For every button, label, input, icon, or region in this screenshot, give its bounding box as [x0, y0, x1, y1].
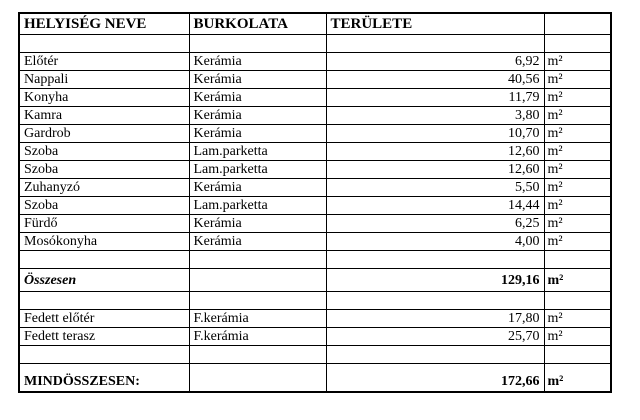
unit-cell: m² — [544, 310, 611, 328]
finish-cell: Kerámia — [189, 215, 326, 233]
area-cell: 5,50 — [326, 179, 544, 197]
room-name-cell: Mosókonyha — [19, 233, 189, 251]
area-cell: 17,80 — [326, 310, 544, 328]
room-row — [19, 179, 611, 197]
room-name-cell: Fedett előtér — [19, 310, 189, 328]
header-area: TERÜLETE — [326, 13, 544, 35]
spacer-row — [19, 292, 611, 310]
grand-total-unit: m² — [544, 364, 611, 393]
area-cell: 10,70 — [326, 125, 544, 143]
subtotal-finish-cell — [189, 269, 326, 292]
unit-cell: m² — [544, 215, 611, 233]
room-name-cell: Gardrob — [19, 125, 189, 143]
unit-cell: m² — [544, 197, 611, 215]
room-name-cell: Szoba — [19, 197, 189, 215]
room-row — [19, 71, 611, 89]
area-cell: 25,70 — [326, 328, 544, 346]
area-cell: 6,92 — [326, 53, 544, 71]
room-name-cell: Fürdő — [19, 215, 189, 233]
header-room-name: HELYISÉG NEVE — [19, 13, 189, 35]
spacer-row — [19, 346, 611, 364]
room-row — [19, 125, 611, 143]
unit-cell: m² — [544, 107, 611, 125]
unit-cell: m² — [544, 53, 611, 71]
grand-total-row — [19, 364, 611, 393]
covered-row — [19, 310, 611, 328]
room-name-cell: Előtér — [19, 53, 189, 71]
room-row — [19, 215, 611, 233]
finish-cell: F.kerámia — [189, 310, 326, 328]
unit-cell: m² — [544, 89, 611, 107]
finish-cell: Kerámia — [189, 233, 326, 251]
room-row — [19, 143, 611, 161]
room-name-cell: Fedett terasz — [19, 328, 189, 346]
room-name-cell: Zuhanyzó — [19, 179, 189, 197]
room-area-table — [18, 12, 612, 393]
room-row — [19, 107, 611, 125]
area-cell: 14,44 — [326, 197, 544, 215]
area-cell: 11,79 — [326, 89, 544, 107]
room-row — [19, 197, 611, 215]
room-row — [19, 233, 611, 251]
subtotal-row — [19, 269, 611, 292]
area-table-container — [18, 12, 612, 393]
covered-row — [19, 328, 611, 346]
finish-cell: Lam.parketta — [189, 143, 326, 161]
room-name-cell: Szoba — [19, 143, 189, 161]
unit-cell: m² — [544, 143, 611, 161]
unit-cell: m² — [544, 179, 611, 197]
unit-cell: m² — [544, 71, 611, 89]
finish-cell: F.kerámia — [189, 328, 326, 346]
room-name-cell: Szoba — [19, 161, 189, 179]
subtotal-label: Összesen — [19, 269, 189, 292]
unit-cell: m² — [544, 233, 611, 251]
finish-cell: Kerámia — [189, 89, 326, 107]
unit-cell: m² — [544, 125, 611, 143]
spacer-row — [19, 35, 611, 53]
area-cell: 40,56 — [326, 71, 544, 89]
room-row — [19, 53, 611, 71]
area-cell: 12,60 — [326, 161, 544, 179]
unit-cell: m² — [544, 328, 611, 346]
grand-total-area: 172,66 — [326, 364, 544, 393]
room-row — [19, 89, 611, 107]
area-cell: 6,25 — [326, 215, 544, 233]
subtotal-unit: m² — [544, 269, 611, 292]
header-unit — [544, 13, 611, 35]
room-row — [19, 161, 611, 179]
room-name-cell: Konyha — [19, 89, 189, 107]
header-finish: BURKOLATA — [189, 13, 326, 35]
finish-cell: Kerámia — [189, 71, 326, 89]
subtotal-area: 129,16 — [326, 269, 544, 292]
room-name-cell: Kamra — [19, 107, 189, 125]
finish-cell: Kerámia — [189, 53, 326, 71]
area-cell: 12,60 — [326, 143, 544, 161]
finish-cell: Kerámia — [189, 179, 326, 197]
spacer-row — [19, 251, 611, 269]
finish-cell: Kerámia — [189, 107, 326, 125]
area-cell: 4,00 — [326, 233, 544, 251]
finish-cell: Kerámia — [189, 125, 326, 143]
table-body — [19, 35, 611, 393]
room-name-cell: Nappali — [19, 71, 189, 89]
finish-cell: Lam.parketta — [189, 161, 326, 179]
grand-total-label: MINDÖSSZESEN: — [19, 364, 189, 393]
finish-cell: Lam.parketta — [189, 197, 326, 215]
grand-total-finish-cell — [189, 364, 326, 393]
unit-cell: m² — [544, 161, 611, 179]
header-row — [19, 13, 611, 35]
area-cell: 3,80 — [326, 107, 544, 125]
